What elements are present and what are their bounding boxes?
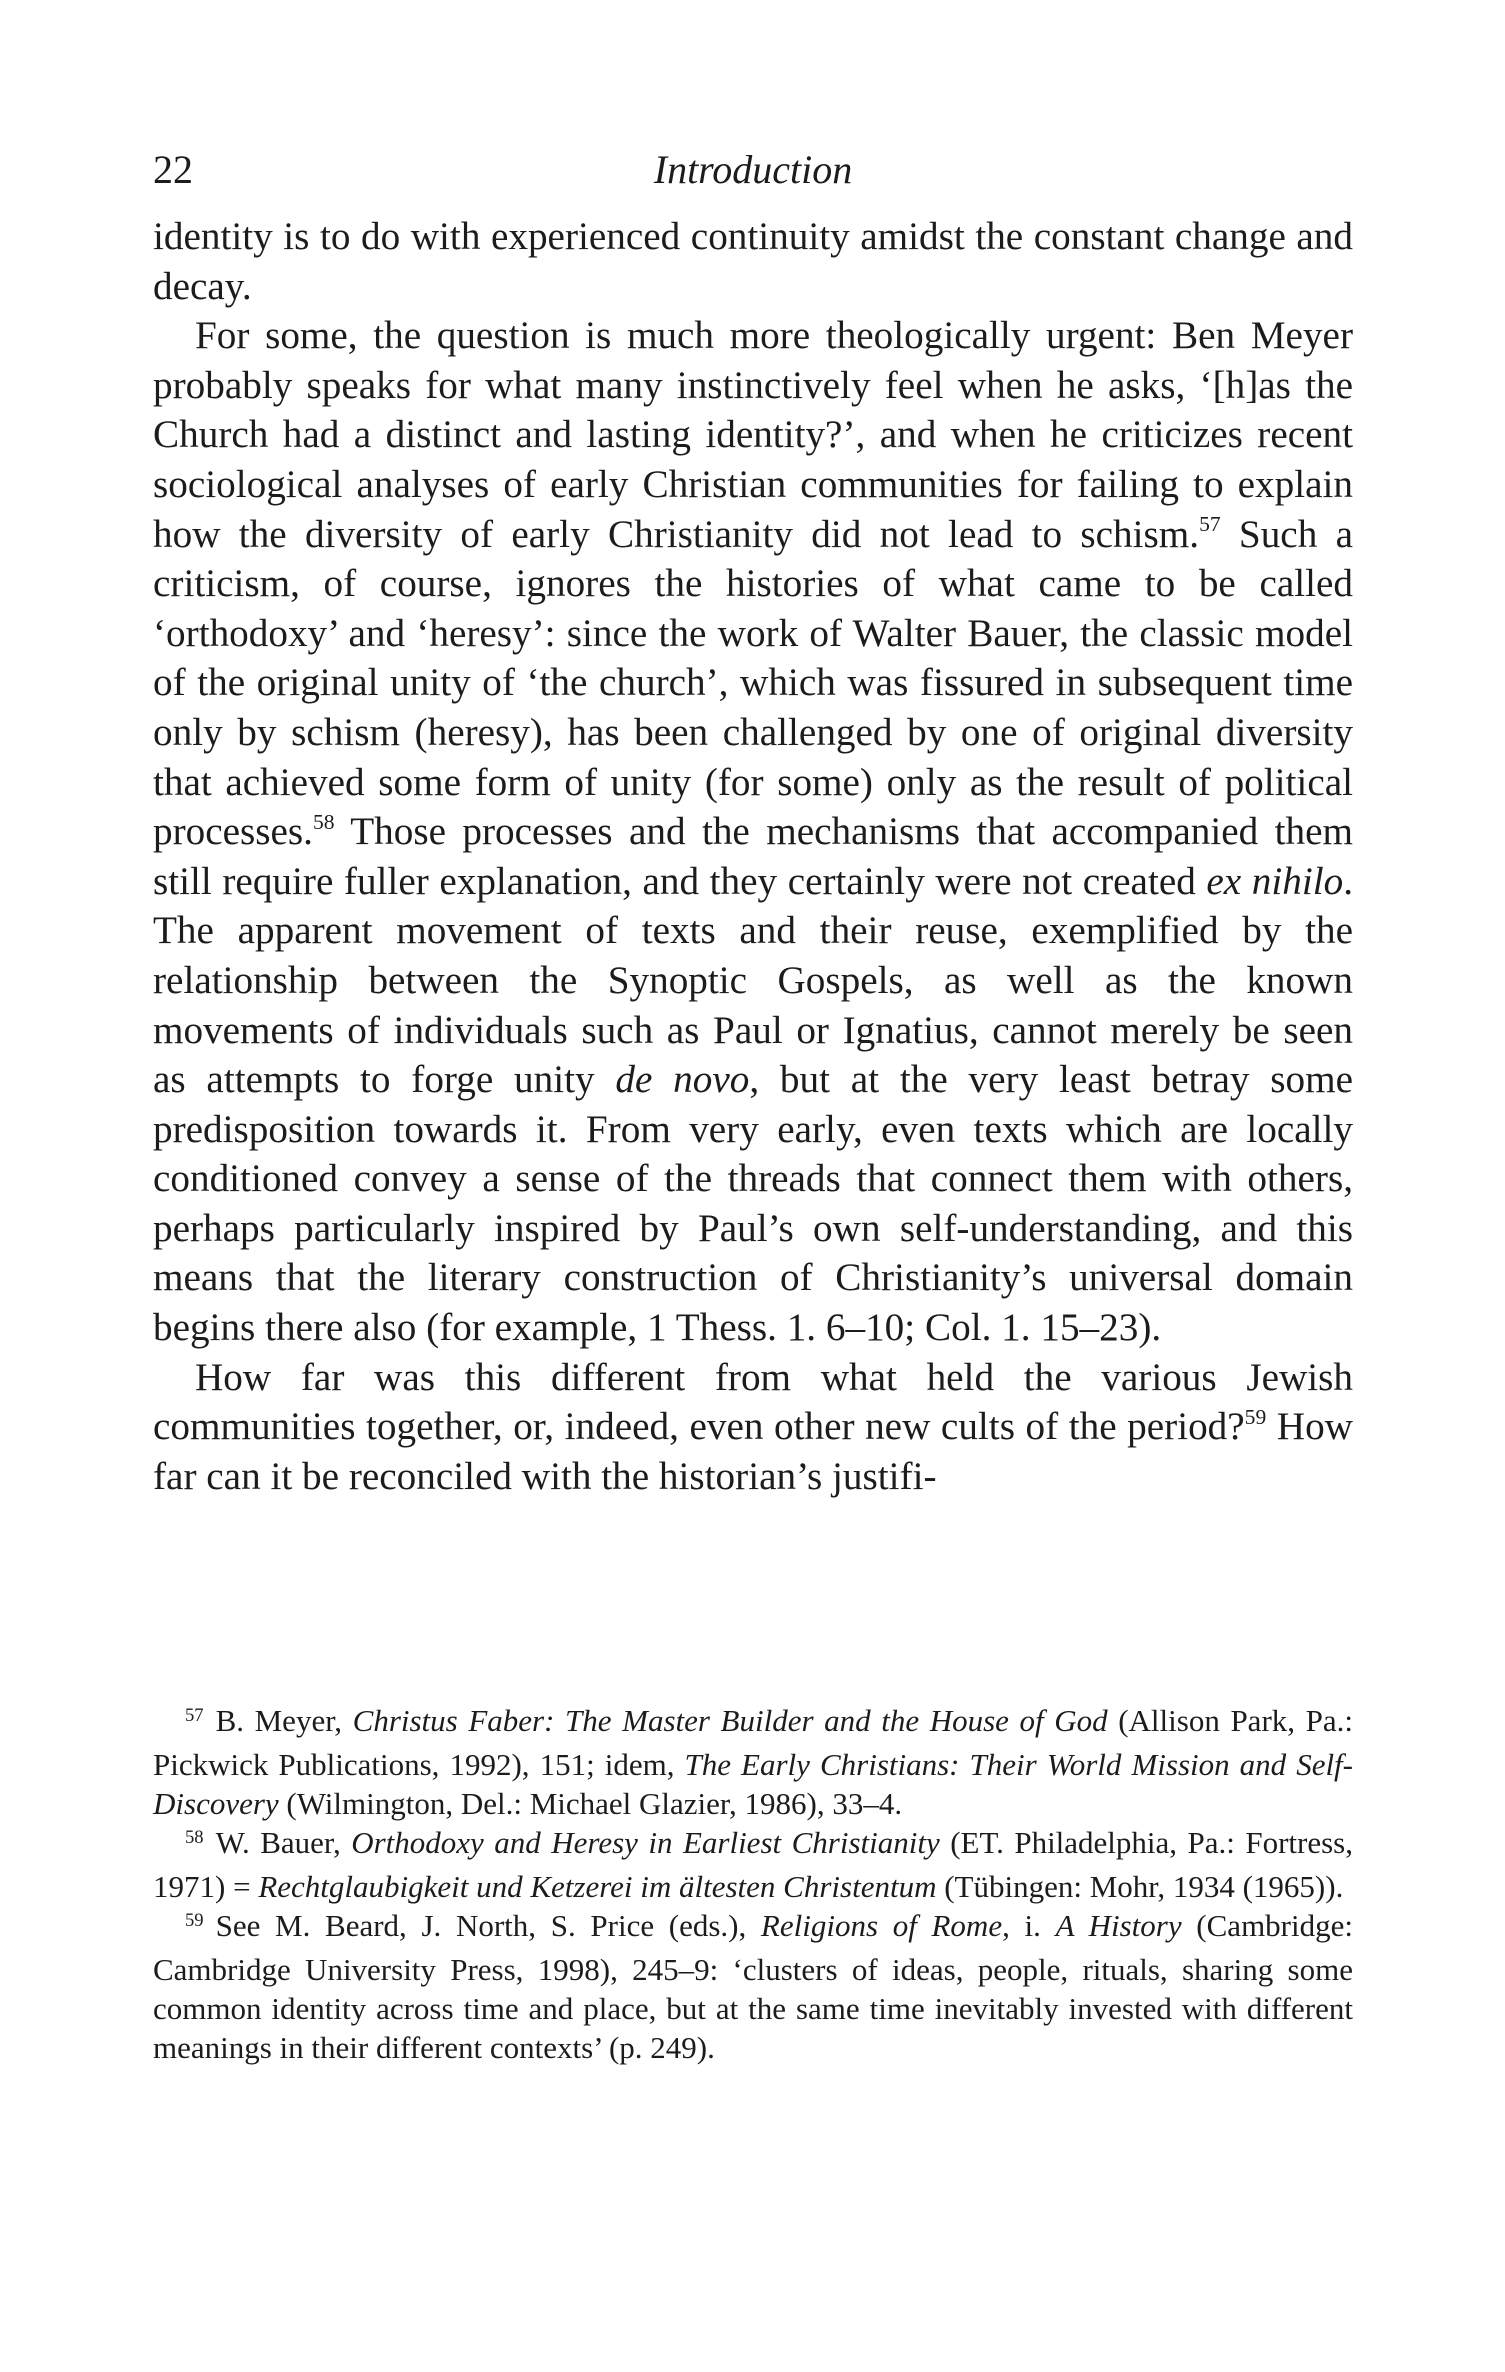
footnotes (153, 1701, 1353, 2067)
footnote-57-e: (Wilmington, Del.: Michael Glazier, 1986), 33–4. (278, 1786, 903, 1821)
footnote-ref-57[interactable]: 57 (1199, 512, 1221, 537)
footnote-58-c: (ET. Philadelphia, Pa.: Fortress, 1971) = (153, 1825, 1353, 1904)
footnote-59-number: 59 (185, 1909, 204, 1931)
paragraph-2-text-3: Those processes and the mechanisms that accompanied them still require fuller explanation, and they certainly were not created (153, 810, 1353, 903)
paragraph-2-italic-1: ex nihilo (1206, 859, 1344, 903)
footnote-57-number: 57 (185, 1704, 204, 1726)
paragraph-2-text-5: , but at the very least betray some predisposition towards it. From very early, even texts which are locally conditioned convey a sense of the threads that connect them with others, perhaps particularly inspired by Paul’s own self-understanding, and this means that the literary construction of Christianity’s universal domain begins there also (for example, 1 Thess. 1. 6–10; Col. 1. 15–23). (153, 1058, 1353, 1350)
footnote-57 (153, 1701, 1353, 1823)
paragraph-2-text-4: . The apparent movement of texts and their reuse, exemplified by the relationship between the Synoptic Gospels, as well as the known movements of individuals such as Paul or Ignatius, cannot merely be seen as attempts to forge unity (153, 859, 1353, 1102)
footnote-59-c: , i. (1002, 1908, 1056, 1943)
footnote-59-e: (Cambridge: Cambridge University Press, 1998), 245–9: ‘clusters of ideas, people, rituals, sharing some common identity across time and place, but at the same time inevitably invested with different meanings in their different contexts’ (p. 249). (153, 1908, 1353, 2065)
paragraph-2-text-1: For some, the question is much more theologically urgent: Ben Meyer probably speaks for what many instinctively feel when he asks, ‘[h]as the Church had a distinct and lasting identity?’, and when he criticizes recent sociological analyses of early Christian communities for failing to explain how the diversity of early Christianity did not lead to schism. (153, 314, 1353, 556)
paragraph-3-text-2: How far can it be reconciled with the historian’s justifi- (153, 1405, 1353, 1498)
footnote-59-a: See M. Beard, J. North, S. Price (eds.), (215, 1908, 761, 1943)
paragraph-1: identity is to do with experienced continuity amidst the constant change and decay. (153, 215, 1353, 308)
footnote-57-title-1: Christus Faber: The Master Builder and the House of God (352, 1703, 1108, 1738)
footnote-58-e: (Tübingen: Mohr, 1934 (1965)). (936, 1869, 1344, 1904)
paragraph-2-italic-2: de novo (615, 1058, 750, 1102)
footnote-58-title-1: Orthodoxy and Heresy in Earliest Christianity (351, 1825, 940, 1860)
running-title: Introduction (653, 147, 853, 192)
footnote-58-number: 58 (185, 1826, 204, 1848)
paragraph-3 (153, 1353, 1353, 1502)
footnote-ref-58[interactable]: 58 (312, 809, 335, 834)
footnote-58 (153, 1823, 1353, 1906)
footnote-58-title-2: Rechtglaubigkeit und Ketzerei im ältesten Christentum (258, 1869, 937, 1904)
paragraph-3-text-1: How far was this different from what held the various Jewish communities together, or, indeed, even other new cults of the period? (153, 1355, 1353, 1449)
paragraph-2 (153, 311, 1353, 1352)
page-number: 22 (153, 147, 193, 192)
running-header (153, 142, 1353, 198)
footnote-58-a: W. Bauer, (215, 1825, 352, 1860)
paragraph-2-text-2: Such a criticism, of course, ignores the histories of what came to be called ‘orthodoxy’ and ‘heresy’: since the work of Walter Bauer, the classic model of the original unity of ‘the church’, which was fissured in subsequent time only by schism (heresy), has been challenged by one of original diversity that achieved some form of unity (for some) only as the result of political processes. (153, 512, 1353, 854)
footnote-59-title-2: A History (1055, 1908, 1182, 1943)
footnote-59 (153, 1906, 1353, 2067)
footnote-ref-59[interactable]: 59 (1244, 1404, 1267, 1429)
footnote-59-title-1: Religions of Rome (760, 1908, 1003, 1943)
main-text (153, 212, 1353, 1501)
footnote-57-title-2: The Early Christians: Their World Mission and Self-Discovery (153, 1747, 1353, 1821)
footnote-57-c: (Allison Park, Pa.: Pickwick Publications, 1992), 151; idem, (153, 1703, 1353, 1782)
footnote-57-a: B. Meyer, (215, 1703, 353, 1738)
